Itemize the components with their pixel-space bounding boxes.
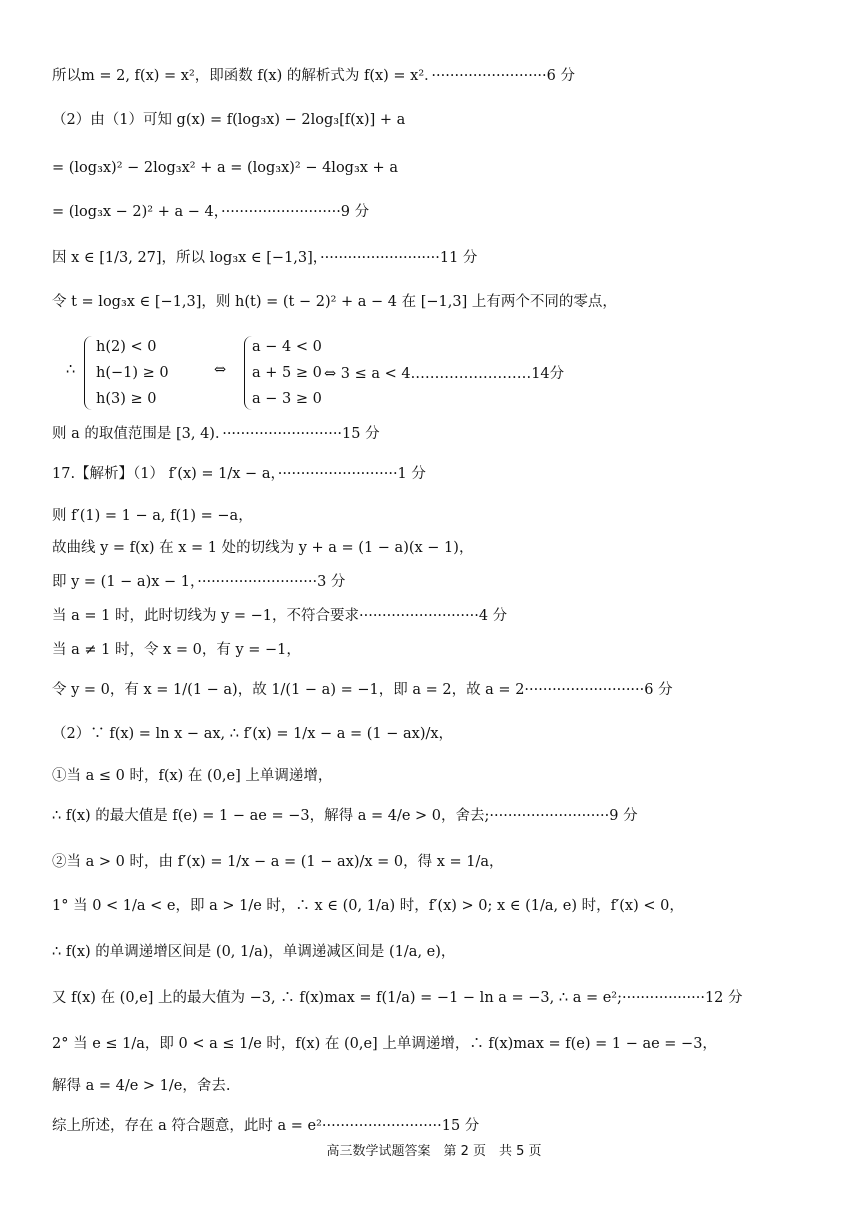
text-line: 解得 a = 4/e > 1/e，舍去.: [52, 1078, 231, 1094]
system-conclusion: ⇔ 3 ≤ a < 4.……………………14分: [324, 366, 565, 382]
text-line: 因 x ∈ [1/3, 27]，所以 log₃x ∈ [−1,3]，··························11 分: [52, 250, 478, 266]
condition: a − 3 ≥ 0: [252, 391, 322, 407]
text-line: 17.【解析】（1） f′(x) = 1/x − a，··························1 分: [52, 466, 426, 482]
text-line: （2）∵ f(x) = ln x − ax, ∴ f′(x) = 1/x − a = (1 − ax)/x，: [52, 726, 454, 742]
text-line: ∴ f(x) 的最大值是 f(e) = 1 − ae = −3，解得 a = 4/e > 0，舍去;··························9 分: [52, 808, 638, 824]
text-line: 综上所述，存在 a 符合题意，此时 a = e²··························15 分: [52, 1118, 480, 1134]
therefore-symbol: ∴: [66, 362, 76, 378]
text-line: 令 t = log₃x ∈ [−1,3]，则 h(t) = (t − 2)² + a − 4 在 [−1,3] 上有两个不同的零点，: [52, 294, 617, 310]
text-line: 2° 当 e ≤ 1/a，即 0 < a ≤ 1/e 时，f(x) 在 (0,e] 上单调递增，∴ f(x)max = f(e) = 1 − ae = −3，: [52, 1036, 717, 1052]
text-line: 当 a = 1 时，此时切线为 y = −1，不符合要求··························4 分: [52, 608, 508, 624]
text-line: 则 a 的取值范围是 [3, 4)．··························15 分: [52, 426, 380, 442]
inequality-system: [66, 334, 586, 414]
text-line: 即 y = (1 − a)x − 1，··························3 分: [52, 574, 346, 590]
text-line: 又 f(x) 在 (0,e] 上的最大值为 −3, ∴ f(x)max = f(1/a) = −1 − ln a = −3, ∴ a = e²;··················12 分: [52, 990, 743, 1006]
condition: h(3) ≥ 0: [96, 391, 157, 407]
condition: a − 4 < 0: [252, 339, 322, 355]
text-line: 则 f′(1) = 1 − a, f(1) = −a，: [52, 508, 253, 524]
condition: h(−1) ≥ 0: [96, 365, 169, 381]
text-line: 当 a ≠ 1 时，令 x = 0，有 y = −1，: [52, 642, 301, 658]
condition: h(2) < 0: [96, 339, 157, 355]
text-line: = (log₃x − 2)² + a − 4，··························9 分: [52, 204, 370, 220]
iff-symbol: ⇔: [214, 362, 227, 378]
text-line: ①当 a ≤ 0 时，f(x) 在 (0,e] 上单调递增，: [52, 768, 333, 784]
text-line: ∴ f(x) 的单调递增区间是 (0, 1/a)，单调递减区间是 (1/a, e)，: [52, 944, 456, 960]
text-line: 令 y = 0，有 x = 1/(1 − a)，故 1/(1 − a) = −1，即 a = 2，故 a = 2··························6 分: [52, 682, 673, 698]
text-line: 故曲线 y = f(x) 在 x = 1 处的切线为 y + a = (1 − a)(x − 1)，: [52, 540, 474, 556]
text-line: 所以m = 2, f(x) = x²，即函数 f(x) 的解析式为 f(x) = x²．·························6 分: [52, 68, 575, 84]
system-left-column: [96, 334, 169, 412]
left-brace: [84, 336, 93, 410]
condition: a + 5 ≥ 0: [252, 365, 322, 381]
text-line: = (log₃x)² − 2log₃x² + a = (log₃x)² − 4log₃x + a: [52, 160, 398, 176]
text-line: 1° 当 0 < 1/a < e，即 a > 1/e 时，∴ x ∈ (0, 1/a) 时，f′(x) > 0; x ∈ (1/a, e) 时，f′(x) < 0，: [52, 898, 684, 914]
text-line: ②当 a > 0 时，由 f′(x) = 1/x − a = (1 − ax)/x = 0，得 x = 1/a，: [52, 854, 504, 870]
text-line: （2）由（1）可知 g(x) = f(log₃x) − 2log₃[f(x)] + a: [52, 112, 406, 128]
system-right-column: [252, 334, 322, 412]
page-footer: 高三数学试题答案 第 2 页 共 5 页: [326, 1144, 542, 1159]
